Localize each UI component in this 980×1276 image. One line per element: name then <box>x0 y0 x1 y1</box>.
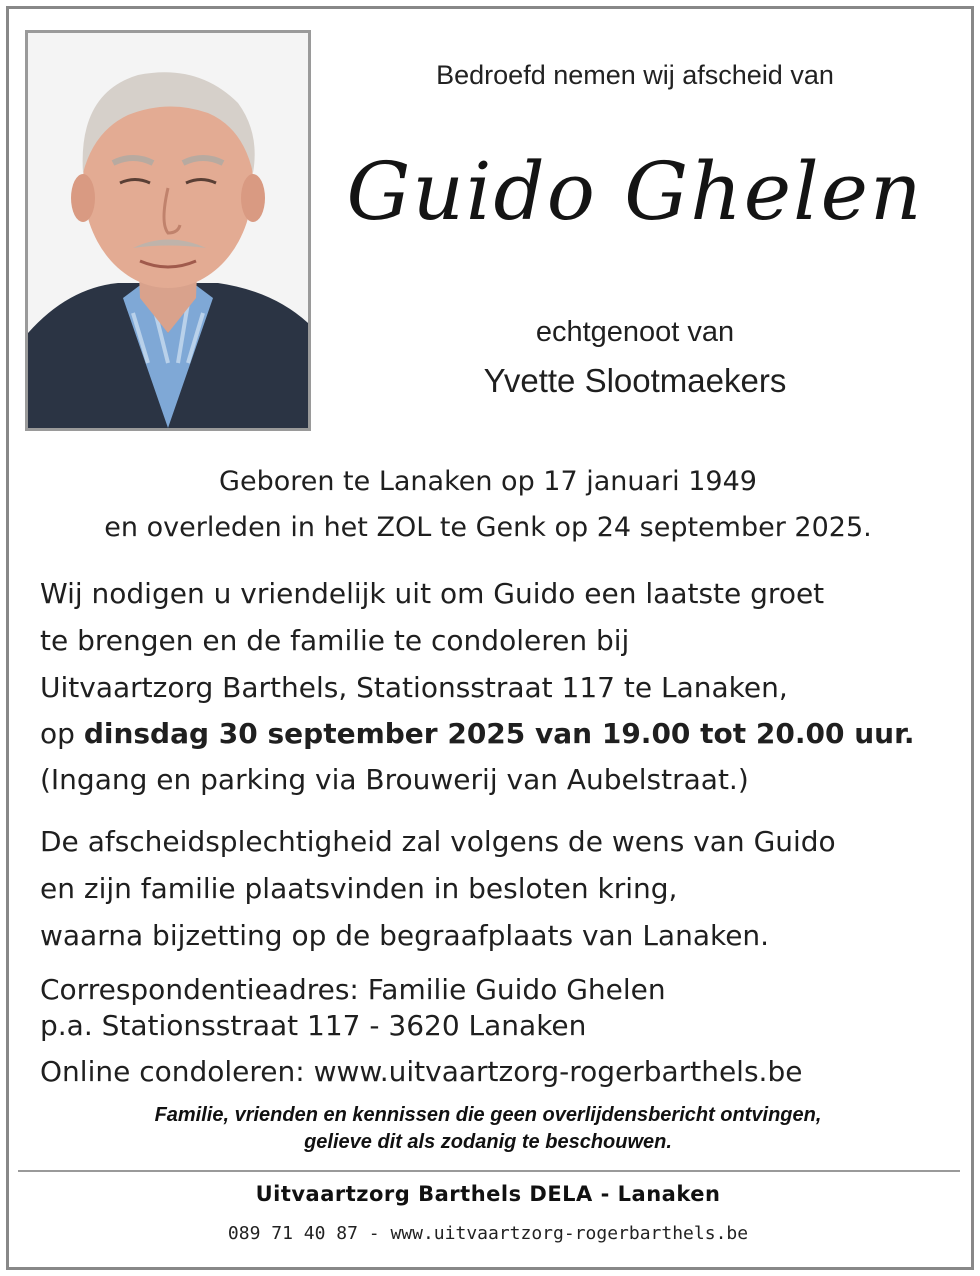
footer-divider <box>18 1170 960 1172</box>
invitation-line-5: (Ingang en parking via Brouwerij van Aubelstraat.) <box>40 763 749 796</box>
invitation-line-2: te brengen en de familie te condoleren bij <box>40 624 630 657</box>
death-line: en overleden in het ZOL te Genk op 24 september 2025. <box>104 512 872 543</box>
online-condolence: Online condoleren: www.uitvaartzorg-rogerbarthels.be <box>40 1055 803 1088</box>
ceremony-line-3: waarna bijzetting op de begraafplaats van Lanaken. <box>40 919 770 952</box>
ceremony-line-2: en zijn familie plaatsvinden in besloten kring, <box>40 872 678 905</box>
invitation-date-prefix: op <box>40 717 84 750</box>
deceased-name: Guido Ghelen <box>346 145 924 238</box>
notice-line-1: Familie, vrienden en kennissen die geen overlijdensbericht ontvingen, <box>154 1104 822 1126</box>
footer-contact: 089 71 40 87 - www.uitvaartzorg-rogerbarthels.be <box>227 1223 749 1244</box>
invitation-date-time: dinsdag 30 september 2025 van 19.00 tot 20.00 uur. <box>83 717 915 750</box>
intro-text: Bedroefd nemen wij afscheid van <box>436 60 834 90</box>
correspondence-line-1: Correspondentieadres: Familie Guido Ghelen <box>40 973 666 1006</box>
ceremony-line-1: De afscheidsplechtigheid zal volgens de wens van Guido <box>40 825 836 858</box>
spouse-name: Yvette Slootmaekers <box>483 362 787 399</box>
footer-funeral-home: Uitvaartzorg Barthels DELA - Lanaken <box>255 1182 721 1206</box>
correspondence-address: p.a. Stationsstraat 117 - 3620 Lanaken <box>40 1009 587 1042</box>
invitation-line-1: Wij nodigen u vriendelijk uit om Guido een laatste groet <box>40 577 825 610</box>
invitation-line-3: Uitvaartzorg Barthels, Stationsstraat 117 te Lanaken, <box>40 671 788 704</box>
invitation-line-4 <box>40 717 915 750</box>
notice-line-2: gelieve dit als zodanig te beschouwen. <box>304 1131 672 1153</box>
spouse-relation: echtgenoot van <box>535 316 735 348</box>
portrait-illustration <box>28 33 308 428</box>
birth-line: Geboren te Lanaken op 17 januari 1949 <box>219 466 757 497</box>
portrait-photo <box>25 30 311 431</box>
